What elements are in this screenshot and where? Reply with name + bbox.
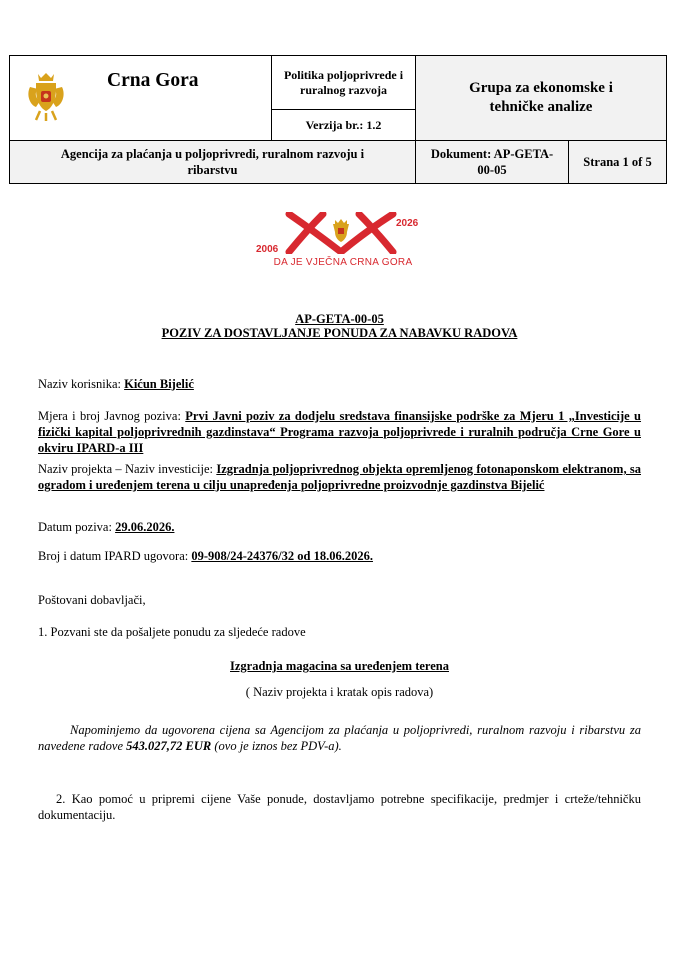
beneficiary-label: Naziv korisnika: [38,377,121,391]
anniversary-xx-icon [285,212,397,254]
header-version: Verzija br.: 1.2 [272,110,416,141]
project-value: Izgradnja poljoprivrednog objekta opremljenog fotonaponskom elektranom, sa ogradom i uređenjem terena u cilju unapređenja poljoprivredne proizvodnje gazdinstva Bijelić [38,462,641,492]
contract-label: Broj i datum IPARD ugovora: [38,549,189,563]
beneficiary-value: Kićun Bijelić [124,377,194,391]
price-note-text1: Napominjemo da ugovorena cijena sa Agencijom za plaćanja u poljoprivredi, ruralnom razvoju i ribarstvu za navedene radove [38,723,641,753]
anniversary-logo [250,212,430,272]
price-note-text2: (ovo je iznos bez PDV-a). [211,739,342,753]
call-label: Mjera i broj Javnog poziva: [38,409,181,423]
header-country: Crna Gora [107,70,199,91]
logo-year-right: 2026 [396,218,419,229]
price-note-amount: 543.027,72 EUR [126,739,212,753]
doc-code: AP-GETA-00-05 [295,312,384,326]
header-group: Grupa za ekonomske i tehničke analize [416,56,667,141]
beneficiary-line [38,376,194,392]
header-ministry: Politika poljoprivrede i ruralnog razvoja [272,56,416,110]
date-label: Datum poziva: [38,520,112,534]
logo-year-left: 2006 [256,244,279,255]
works-title: Izgradnja magacina sa uređenjem terena [230,659,449,673]
header-page: Strana 1 of 5 [569,141,667,184]
greeting: Poštovani dobavljači, [38,593,146,607]
item-2: 2. Kao pomoć u pripremi cijene Vaše ponude, dostavljamo potrebne specifikacije, predmjer i crteže/tehničku dokumentaciju. [38,792,641,822]
header-agency: Agencija za plaćanja u poljoprivredi, ruralnom razvoju i ribarstvu [10,141,416,184]
contract-line [38,548,373,564]
date-line [38,519,174,535]
contract-value: 09-908/24-24376/32 od 18.06.2026. [191,549,373,563]
works-subtitle: ( Naziv projekta i kratak opis radova) [245,685,434,699]
project-label: Naziv projekta – Naziv investicije: [38,462,214,476]
project-line [38,461,641,493]
price-note [38,722,641,754]
doc-title: POZIV ZA DOSTAVLJANJE PONUDA ZA NABAVKU RADOVA [161,326,518,340]
item-1: 1. Pozvani ste da pošaljete ponudu za sljedeće radove [38,625,306,639]
header-country-cell [10,56,272,141]
header-table-bottom [9,140,667,184]
call-value: Prvi Javni poziv za dodjelu sredstava finansijske podrške za Mjeru 1 „Investicije u fizički kapital poljoprivrednih gazdinstava“ Programa razvoja poljoprivrede i ruralnih područja Crne Gore u okviru IPARD-a III [38,409,642,455]
header-table-top [9,55,667,141]
coat-of-arms-icon [26,71,66,123]
logo-tagline: DA JE VJEČNA CRNA GORA [273,257,413,268]
date-value: 29.06.2026. [115,520,175,534]
call-line [38,408,641,456]
header-document: Dokument: AP-GETA-00-05 [416,141,569,184]
